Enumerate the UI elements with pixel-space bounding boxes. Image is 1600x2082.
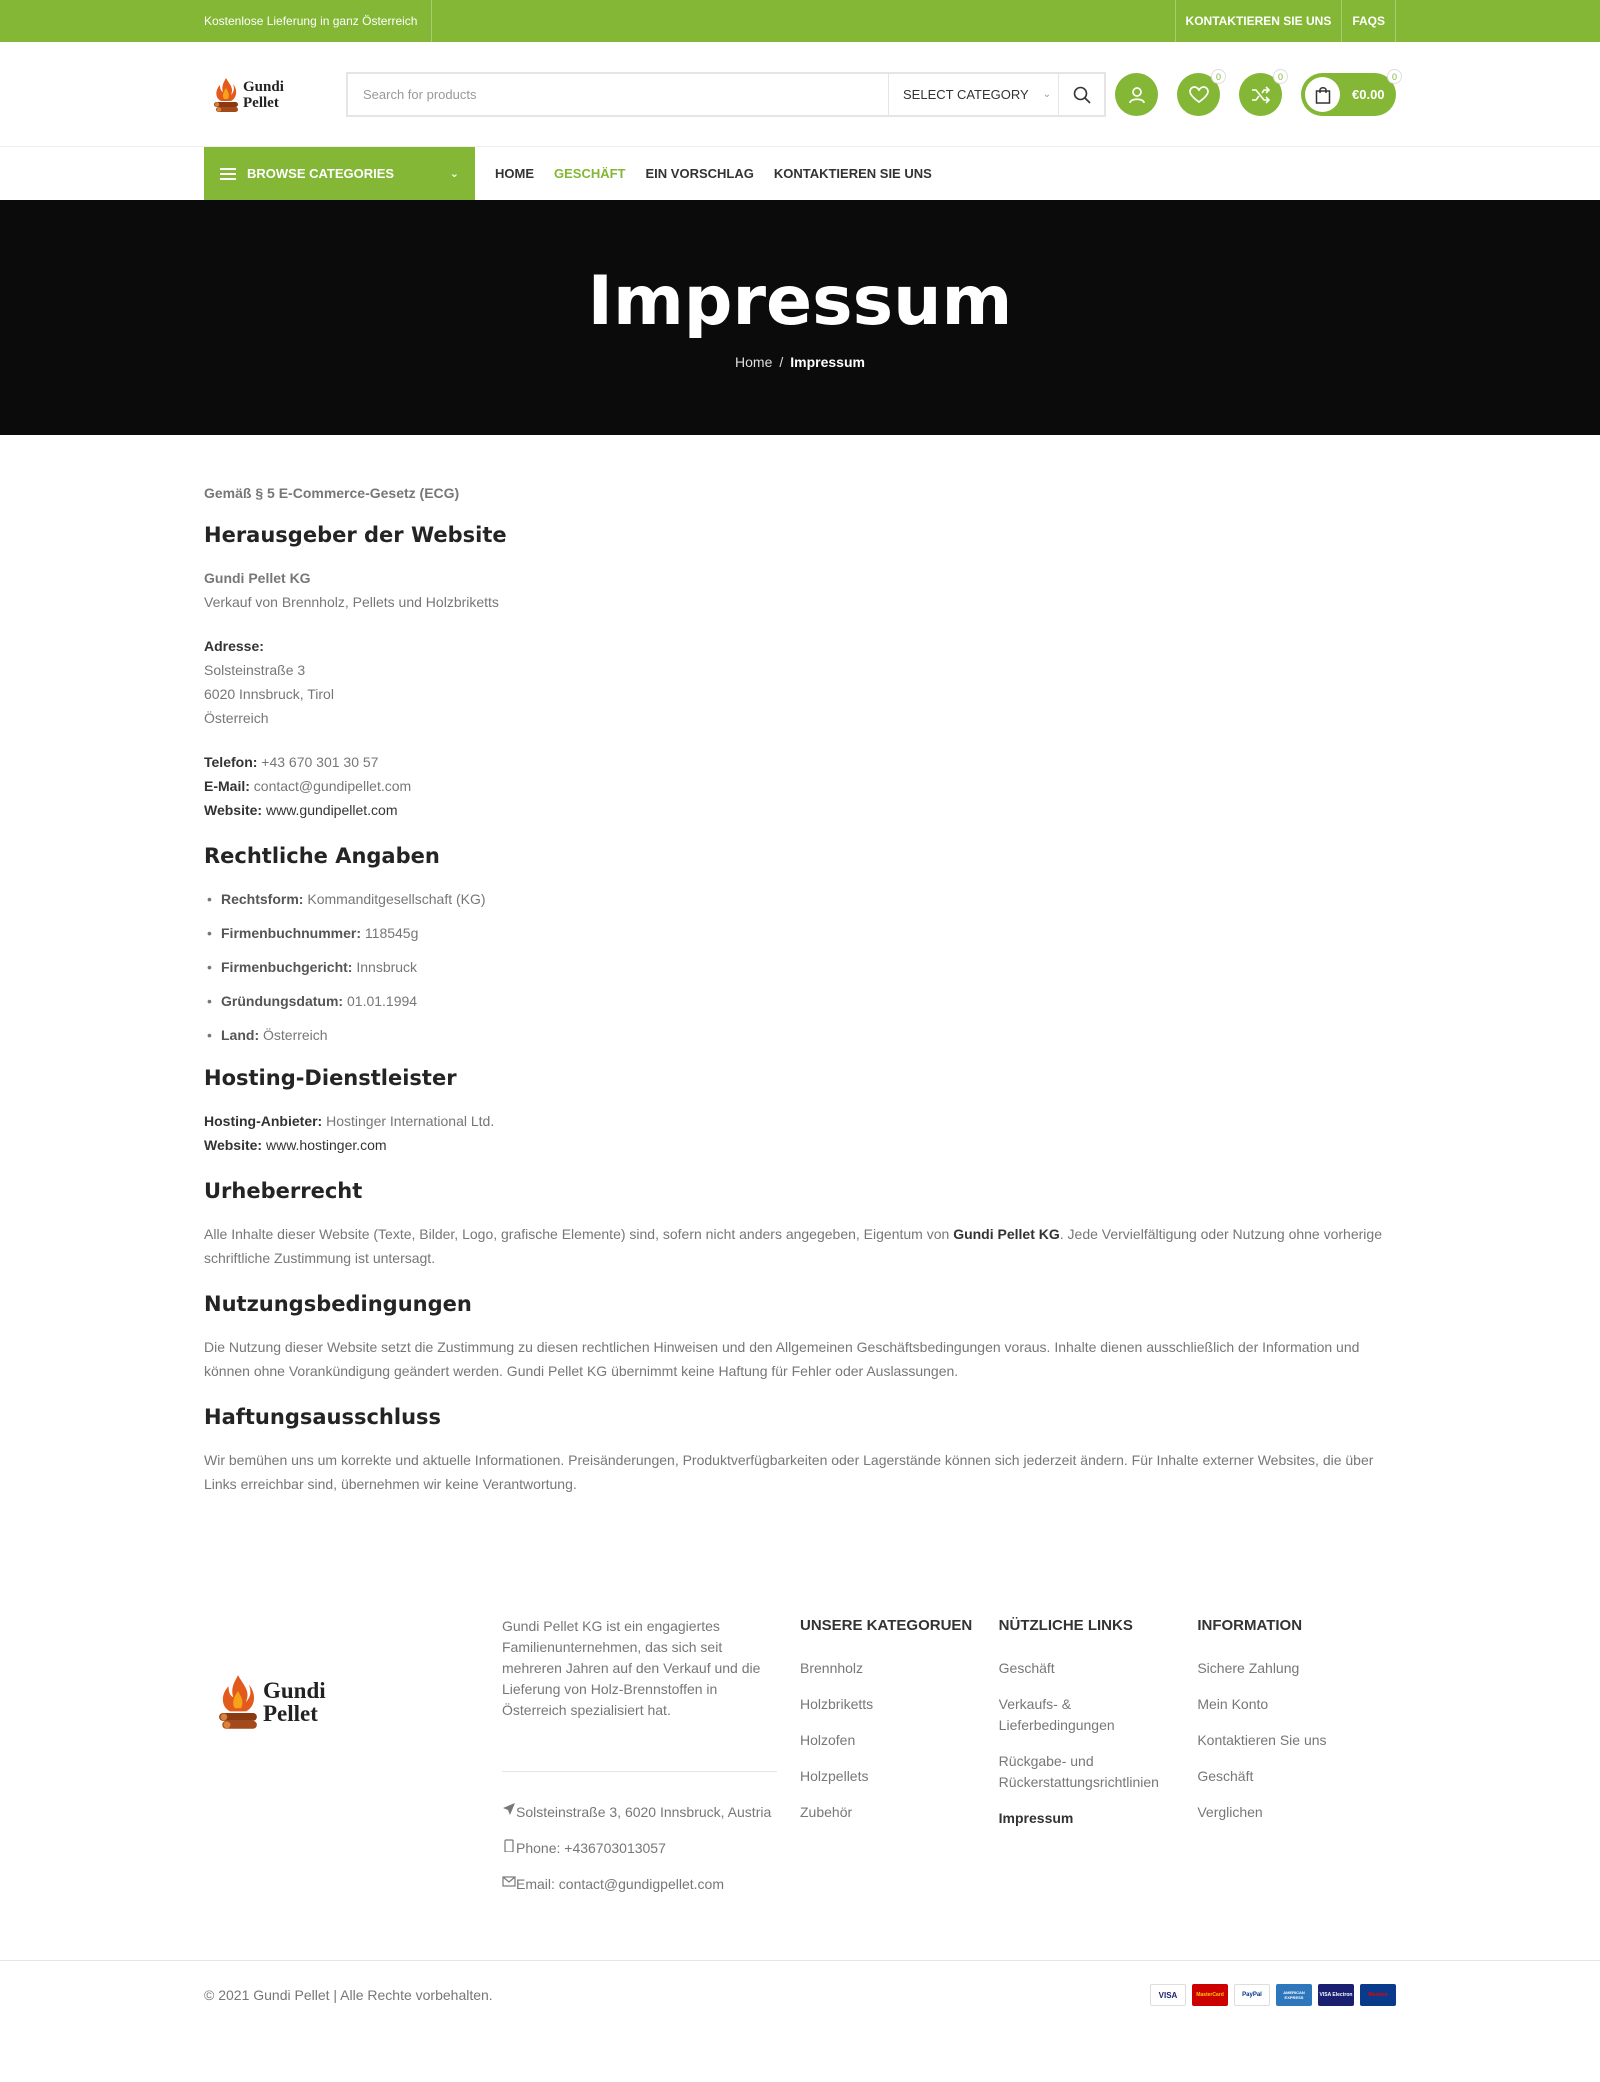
address-line1: Solsteinstraße 3 bbox=[204, 662, 306, 678]
heading-publisher: Herausgeber der Website bbox=[204, 523, 507, 547]
host-website-link[interactable]: www.hostinger.com bbox=[262, 1137, 387, 1153]
terms-text: Die Nutzung dieser Website setzt die Zustimmung zu diesen rechtlichen Hinweisen und den Allgemeinen Geschäftsbedingungen voraus. Inhalte dienen ausschließlich der Information und können ohne Vorankündigung geändert werden. Gundi Pellet KG übernimmt keine Haftung für Fehler oder Auslassungen. bbox=[204, 1339, 1360, 1379]
list-item: • Rechtsform: Kommanditgesellschaft (KG) bbox=[204, 887, 1396, 911]
page-title: Impressum bbox=[587, 262, 1013, 341]
email-label: E-Mail: bbox=[204, 778, 250, 794]
phone-label: Telefon: bbox=[204, 754, 258, 770]
category-select[interactable] bbox=[888, 74, 1058, 115]
page-title-banner bbox=[0, 200, 1600, 435]
footer-link[interactable]: Mein Konto bbox=[1197, 1696, 1269, 1712]
nav-ein-vorschlag[interactable]: EIN VORSCHLAG bbox=[645, 166, 754, 181]
footer-link[interactable]: Sichere Zahlung bbox=[1197, 1660, 1300, 1676]
main-menu bbox=[495, 166, 932, 181]
footer-email: Email: contact@gundigpellet.com bbox=[502, 1874, 800, 1895]
user-icon bbox=[1127, 85, 1147, 105]
intro-text: Gemäß § 5 E-Commerce-Gesetz (ECG) bbox=[204, 485, 460, 501]
wishlist-button[interactable] bbox=[1177, 73, 1220, 116]
browse-categories-label: BROWSE CATEGORIES bbox=[247, 166, 395, 181]
heart-icon bbox=[1189, 86, 1209, 104]
footer-col-links-title: NÜTZLICHE LINKS bbox=[998, 1617, 1133, 1634]
main-nav-bar bbox=[0, 147, 1600, 200]
visa-electron-icon: VISA Electron bbox=[1318, 1984, 1354, 2006]
list-item: • Firmenbuchgericht: Innsbruck bbox=[204, 955, 1396, 979]
topbar-faqs-link[interactable]: FAQS bbox=[1341, 0, 1396, 42]
legal-details-list bbox=[204, 887, 1396, 1047]
search-icon bbox=[1073, 86, 1091, 104]
flame-logs-icon bbox=[212, 76, 240, 114]
location-arrow-icon bbox=[502, 1802, 516, 1816]
footer-phone: Phone: +436703013057 bbox=[502, 1838, 800, 1859]
footer-link[interactable]: Holzbriketts bbox=[800, 1696, 874, 1712]
copyright-bar bbox=[0, 1960, 1600, 2029]
footer-link[interactable]: Zubehör bbox=[800, 1804, 853, 1820]
heading-hosting: Hosting-Dienstleister bbox=[204, 1066, 457, 1090]
host-website-label: Website: bbox=[204, 1137, 263, 1153]
mastercard-icon: MasterCard bbox=[1192, 1984, 1228, 2006]
cart-button[interactable] bbox=[1301, 73, 1396, 116]
heading-legal: Rechtliche Angaben bbox=[204, 844, 440, 868]
nav-geschaeft[interactable]: GESCHÄFT bbox=[554, 166, 626, 181]
chevron-down-icon: ⌄ bbox=[449, 168, 459, 180]
site-header bbox=[0, 42, 1600, 147]
host-label: Hosting-Anbieter: bbox=[204, 1113, 323, 1129]
footer-col-info-title: INFORMATION bbox=[1197, 1617, 1303, 1634]
footer-col-categories-title: UNSERE KATEGORUEN bbox=[800, 1617, 973, 1634]
list-item: • Land: Österreich bbox=[204, 1023, 1396, 1047]
address-line2: 6020 Innsbruck, Tirol bbox=[204, 686, 334, 702]
liability-text: Wir bemühen uns um korrekte und aktuelle Informationen. Preisänderungen, Produktverfügbarkeiten oder Lagerstände können sich jederzeit ändern. Für Inhalte externer Websites, die über Links erreichbar sind, übernehmen wir keine Verantwortung. bbox=[204, 1452, 1374, 1492]
footer-address: Solsteinstraße 3, 6020 Innsbruck, Austria bbox=[502, 1802, 800, 1823]
footer-link[interactable]: Holzpellets bbox=[800, 1768, 869, 1784]
footer-link[interactable]: Brennholz bbox=[800, 1660, 864, 1676]
list-item: • Firmenbuchnummer: 118545g bbox=[204, 921, 1396, 945]
search-input[interactable]: Search for products bbox=[363, 87, 477, 102]
logo-line2: Pellet bbox=[243, 94, 279, 111]
account-button[interactable] bbox=[1115, 73, 1158, 116]
list-item: • Gründungsdatum: 01.01.1994 bbox=[204, 989, 1396, 1013]
site-footer bbox=[0, 1616, 1600, 2029]
address-label: Adresse: bbox=[204, 638, 264, 654]
footer-divider bbox=[502, 1771, 777, 1772]
cart-count: 0 bbox=[1387, 69, 1402, 84]
nav-home[interactable]: HOME bbox=[495, 166, 534, 181]
logo-line1: Gundi bbox=[243, 78, 284, 95]
heading-liability: Haftungsausschluss bbox=[204, 1405, 442, 1429]
footer-link[interactable]: Geschäft bbox=[1197, 1768, 1254, 1784]
company-description: Verkauf von Brennholz, Pellets und Holzbriketts bbox=[204, 594, 499, 610]
footer-link[interactable]: Kontaktieren Sie uns bbox=[1197, 1732, 1327, 1748]
visa-icon: VISA bbox=[1150, 1984, 1186, 2006]
breadcrumb bbox=[0, 354, 1600, 370]
mobile-phone-icon bbox=[502, 1838, 516, 1852]
shuffle-icon bbox=[1251, 86, 1271, 104]
footer-link[interactable]: Rückgabe- und Rückerstattungsrichtlinien bbox=[998, 1753, 1159, 1790]
website-label: Website: bbox=[204, 802, 263, 818]
company-name: Gundi Pellet KG bbox=[204, 570, 311, 586]
footer-link[interactable]: Verglichen bbox=[1197, 1804, 1263, 1820]
footer-link[interactable]: Geschäft bbox=[998, 1660, 1055, 1676]
host-value: Hostinger International Ltd. bbox=[322, 1113, 495, 1129]
website-link[interactable]: www.gundipellet.com bbox=[262, 802, 398, 818]
flame-logs-icon bbox=[216, 1672, 260, 1732]
search-form bbox=[346, 72, 1106, 117]
copyright-text: © 2021 Gundi Pellet | Alle Rechte vorbehalten. bbox=[204, 1987, 493, 2003]
shopping-bag-icon bbox=[1315, 86, 1331, 104]
chevron-down-icon: ⌄ bbox=[1042, 89, 1052, 100]
hamburger-icon bbox=[220, 168, 236, 180]
site-logo[interactable] bbox=[212, 76, 328, 114]
category-select-label: SELECT CATEGORY bbox=[903, 87, 1029, 102]
footer-logo-line2: Pellet bbox=[263, 1701, 318, 1726]
heading-terms: Nutzungsbedingungen bbox=[204, 1292, 472, 1316]
top-bar bbox=[0, 0, 1600, 42]
breadcrumb-home[interactable]: Home bbox=[735, 354, 773, 370]
breadcrumb-current: Impressum bbox=[790, 354, 865, 370]
browse-categories-button[interactable] bbox=[204, 147, 475, 200]
email-value: contact@gundipellet.com bbox=[249, 778, 412, 794]
footer-about: Gundi Pellet KG ist ein engagiertes Familienunternehmen, das sich seit mehreren Jahren auf den Verkauf und die Lieferung von Holz-Brennstoffen in Österreich spezialisiert hat. bbox=[502, 1618, 761, 1718]
breadcrumb-separator: / bbox=[779, 354, 784, 370]
payment-methods bbox=[1150, 1984, 1396, 2006]
paypal-icon: PayPal bbox=[1234, 1984, 1270, 2006]
envelope-icon bbox=[502, 1874, 516, 1888]
maestro-icon: Maestro bbox=[1360, 1984, 1396, 2006]
footer-link[interactable]: Verkaufs- & Lieferbedingungen bbox=[998, 1696, 1115, 1733]
footer-link[interactable]: Holzofen bbox=[800, 1732, 856, 1748]
footer-link-current[interactable]: Impressum bbox=[998, 1810, 1074, 1826]
compare-count: 0 bbox=[1273, 69, 1288, 84]
footer-logo-line1: Gundi bbox=[263, 1678, 326, 1703]
search-button[interactable] bbox=[1058, 74, 1104, 115]
topbar-contact-link[interactable]: KONTAKTIEREN SIE UNS bbox=[1175, 0, 1342, 42]
nav-kontakt[interactable]: KONTAKTIEREN SIE UNS bbox=[773, 166, 932, 181]
wishlist-count: 0 bbox=[1211, 69, 1226, 84]
amex-icon: AMERICAN EXPRESS bbox=[1276, 1984, 1312, 2006]
footer-logo[interactable] bbox=[216, 1672, 332, 1732]
heading-copyright: Urheberrecht bbox=[204, 1179, 363, 1203]
main-content bbox=[0, 435, 1600, 1496]
compare-button[interactable] bbox=[1239, 73, 1282, 116]
address-line3: Österreich bbox=[204, 710, 269, 726]
cart-total: €0.00 bbox=[1352, 87, 1385, 102]
phone-value: +43 670 301 30 57 bbox=[257, 754, 379, 770]
copyright-text: Alle Inhalte dieser Website (Texte, Bilder, Logo, grafische Elemente) sind, sofern nicht anders angegeben, Eigentum von Gundi Pellet KG. Jede Vervielfältigung oder Nutzung ohne vorherige schriftliche Zustimmung ist untersagt. bbox=[204, 1226, 1382, 1266]
promo-text: Kostenlose Lieferung in ganz Österreich bbox=[204, 0, 432, 42]
